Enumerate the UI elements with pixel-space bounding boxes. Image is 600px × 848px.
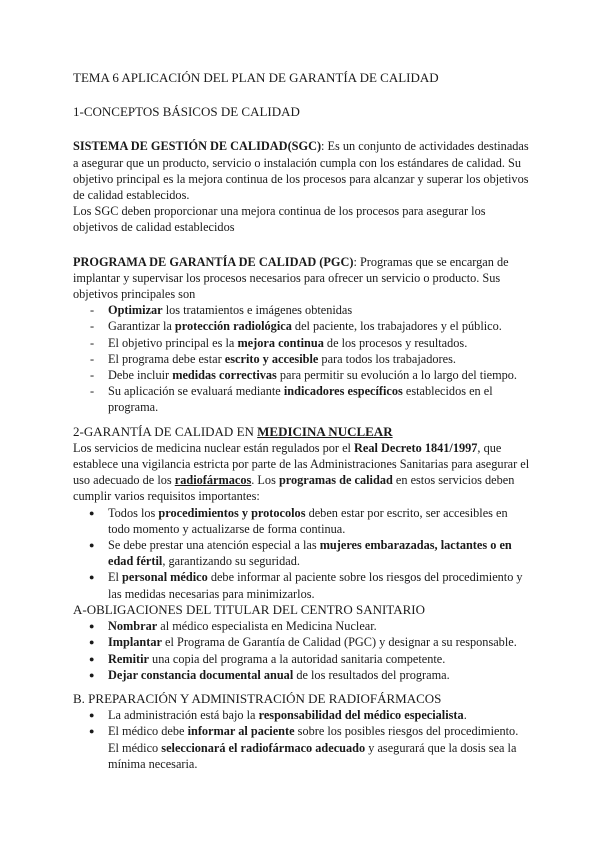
- list-item: ● Nombrar al médico especialista en Medicina Nuclear.: [73, 618, 531, 634]
- list-item: ● Todos los procedimientos y protocolos deben estar por escrito, ser accesibles en todo momento y actualizarse de forma continua.: [73, 505, 531, 537]
- sgc-term: SISTEMA DE GESTIÓN DE CALIDAD(SGC): [73, 139, 322, 154]
- radiopharmaceuticals-list: [73, 707, 531, 772]
- list-item: - Garantizar la protección radiológica del paciente, los trabajadores y el público.: [73, 318, 531, 334]
- obligations-list: [73, 618, 531, 683]
- list-item: ● El médico debe informar al paciente sobre los posibles riesgos del procedimiento. El médico seleccionará el radiofármaco adecuado y asegurará que la dosis sea la mínima necesaria.: [73, 723, 531, 772]
- list-item: ● Implantar el Programa de Garantía de Calidad (PGC) y designar a su responsable.: [73, 634, 531, 650]
- list-item: - Su aplicación se evaluará mediante indicadores específicos establecidos en el programa.: [73, 383, 531, 415]
- sgc-paragraph-2: Los SGC deben proporcionar una mejora continua de los procesos para asegurar los objetivos de calidad establecidos: [73, 204, 486, 235]
- section-2-heading: 2-GARANTÍA DE CALIDAD EN MEDICINA NUCLEAR: [73, 423, 393, 439]
- sgc-definition: : Es un conjunto de actividades destinadas a asegurar que un producto, servicio o instalación cumpla con los estándares de calidad. Su objetivo principal es la mejora continua de los procesos para alcanzar y superar los objetivos de calidad establecidos.: [73, 139, 529, 203]
- pgc-paragraph: [73, 254, 531, 303]
- document-title: TEMA 6 APLICACIÓN DEL PLAN DE GARANTÍA DE CALIDAD: [73, 70, 439, 85]
- document-page: [73, 70, 531, 772]
- list-item: - Optimizar los tratamientos e imágenes obtenidas: [73, 302, 531, 318]
- section-b-heading: B. PREPARACIÓN Y ADMINISTRACIÓN DE RADIOFÁRMACOS: [73, 690, 442, 706]
- list-item: ● Se debe prestar una atención especial a las mujeres embarazadas, lactantes o en edad fértil, garantizando su seguridad.: [73, 537, 531, 569]
- list-item: ● El personal médico debe informar al paciente sobre los riesgos del procedimiento y las medidas necesarias para minimizarlos.: [73, 569, 531, 601]
- list-item: - El programa debe estar escrito y accesible para todos los trabajadores.: [73, 351, 531, 367]
- section-1-heading: 1-CONCEPTOS BÁSICOS DE CALIDAD: [73, 104, 300, 120]
- pgc-term: PROGRAMA DE GARANTÍA DE CALIDAD (PGC): [73, 254, 354, 269]
- section-2-paragraph: Los servicios de medicina nuclear están regulados por el Real Decreto 1841/1997, que establece una vigilancia estricta por parte de las Administraciones Sanitarias para asegurar el uso adecuado de los radiofármacos. Los programas de calidad en estos servicios deben cumplir varios requisitos importantes:: [73, 440, 530, 504]
- list-item: - Debe incluir medidas correctivas para permitir su evolución a lo largo del tiempo.: [73, 367, 531, 383]
- list-item: ● Dejar constancia documental anual de los resultados del programa.: [73, 667, 531, 683]
- list-item: - El objetivo principal es la mejora continua de los procesos y resultados.: [73, 335, 531, 351]
- pgc-objectives-list: [73, 302, 531, 415]
- list-item: ● La administración está bajo la responsabilidad del médico especialista.: [73, 707, 531, 723]
- list-item: ● Remitir una copia del programa a la autoridad sanitaria competente.: [73, 651, 531, 667]
- requirements-list: [73, 505, 531, 602]
- pgc-definition: : Programas que se encargan de implantar y supervisar los procesos necesarios para ofrecer un servicio o producto. Sus objetivos principales son: [73, 254, 509, 302]
- section-a-heading: A-OBLIGACIONES DEL TITULAR DEL CENTRO SANITARIO: [73, 601, 425, 617]
- medicina-nuclear-link-text: MEDICINA NUCLEAR: [257, 423, 393, 439]
- sgc-paragraph: [73, 138, 531, 203]
